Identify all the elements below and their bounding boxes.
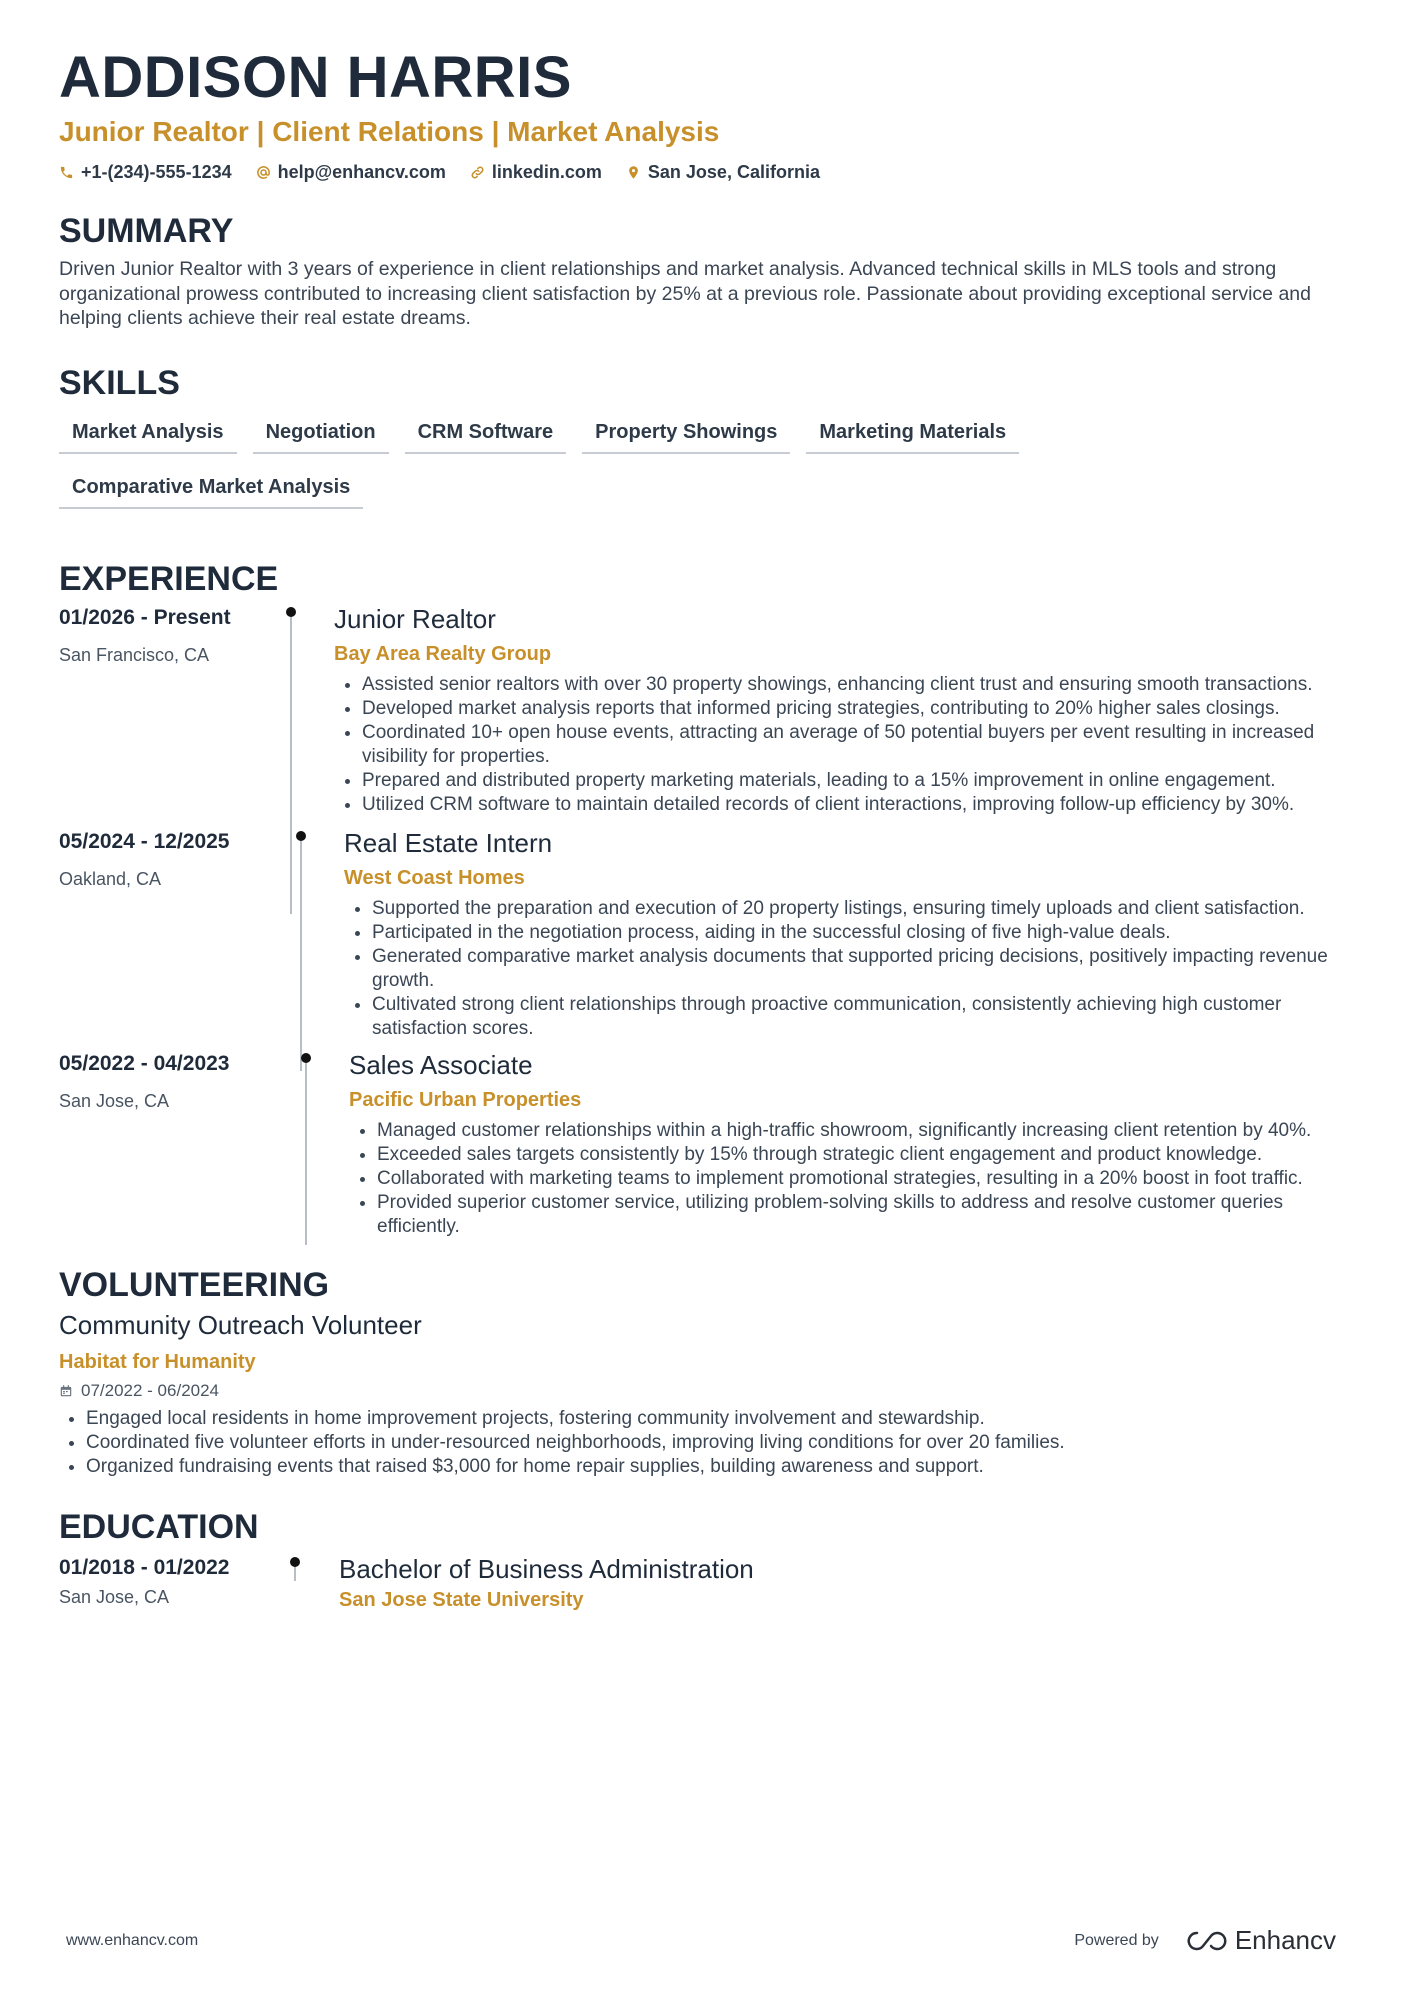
footer [66, 1925, 1336, 1956]
degree-title: Bachelor of Business Administration [339, 1553, 754, 1584]
resume-page [59, 46, 1359, 1613]
timeline-dot [301, 1053, 311, 1063]
job-details [344, 825, 1359, 1041]
job-bullet: • Cultivated strong client relationships through proactive communication, consistently achieving high customer satisfaction scores. [372, 993, 1359, 1041]
skill-tag: Negotiation [253, 411, 389, 454]
contact-email[interactable] [256, 162, 446, 183]
calendar-icon [59, 1384, 73, 1398]
enhancv-logo[interactable] [1183, 1925, 1336, 1956]
contact-phone[interactable] [59, 162, 232, 183]
volunteer-dates [59, 1381, 1359, 1401]
timeline-line [305, 1055, 307, 1245]
job-title: Sales Associate [349, 1049, 533, 1080]
job-meta [59, 601, 334, 817]
job-details [334, 601, 1359, 817]
education-dates: 01/2018 - 01/2022 [59, 1555, 230, 1579]
job-dates: 01/2026 - Present [59, 605, 231, 629]
job-bullet: • Managed customer relationships within a high-traffic showroom, significantly increasing client retention by 40%. [377, 1119, 1359, 1143]
job-dates: 05/2022 - 04/2023 [59, 1051, 230, 1075]
job-bullets [349, 1119, 1359, 1239]
job-bullet: • Supported the preparation and execution of 20 property listings, ensuring timely uploads and client satisfaction. [372, 897, 1359, 921]
job-bullet: • Coordinated 10+ open house events, attracting an average of 50 potential buyers per event resulting in increased visibility for properties. [362, 721, 1359, 769]
timeline-line [300, 833, 302, 1071]
location-pin-icon [626, 165, 641, 180]
school-name: San Jose State University [339, 1588, 584, 1611]
job-details [349, 1047, 1359, 1239]
summary-text: Driven Junior Realtor with 3 years of experience in client relationships and market analysis. Advanced technical skills in MLS tools and strong organizational prowess contributed to increasing client satisfaction by 25% at a previous role. Passionate about providing exceptional service and helping clients achieve their real estate dreams. [59, 258, 1311, 329]
company-name: Pacific Urban Properties [349, 1088, 582, 1111]
volunteering-section [59, 1265, 1359, 1479]
job-bullet: • Collaborated with marketing teams to implement promotional strategies, resulting in a 20% boost in foot traffic. [377, 1167, 1359, 1191]
skill-tag: CRM Software [405, 411, 567, 454]
footer-website[interactable]: www.enhancv.com [66, 1931, 199, 1949]
phone-icon [59, 165, 74, 180]
job-bullets [334, 673, 1359, 817]
linkedin-text: linkedin.com [491, 162, 602, 182]
job-location: Oakland, CA [59, 868, 162, 889]
company-name: West Coast Homes [344, 866, 525, 889]
job-bullet: • Exceeded sales targets consistently by 15% through strategic client engagement and product knowledge. [377, 1143, 1359, 1167]
job-location: San Jose, CA [59, 1090, 170, 1111]
job-bullet: • Generated comparative market analysis documents that supported pricing decisions, positively impacting revenue growth. [372, 945, 1359, 993]
job-bullet: • Developed market analysis reports that informed pricing strategies, contributing to 20% higher sales closings. [362, 697, 1359, 721]
timeline-line [294, 1559, 296, 1581]
job-dates: 05/2024 - 12/2025 [59, 829, 230, 853]
timeline-dot [296, 831, 306, 841]
section-title: EXPERIENCE [59, 559, 279, 598]
footer-brand [1074, 1925, 1336, 1956]
contact-linkedin[interactable] [470, 162, 602, 183]
skills-section [59, 363, 1359, 521]
volunteer-organization: Habitat for Humanity [59, 1350, 256, 1373]
section-title: SKILLS [59, 363, 180, 402]
volunteer-bullet: • Organized fundraising events that raised $3,000 for home repair supplies, building awareness and support. [86, 1455, 1359, 1479]
job-entry [59, 1047, 1359, 1239]
headline: Junior Realtor | Client Relations | Market Analysis [59, 116, 720, 147]
job-bullet: • Provided superior customer service, utilizing problem-solving skills to address and resolve customer queries efficiently. [377, 1191, 1359, 1239]
location-text: San Jose, California [647, 162, 820, 182]
timeline-dot [290, 1557, 300, 1567]
contact-location [626, 162, 820, 183]
phone-text: +1-(234)-555-1234 [81, 162, 232, 182]
education-entry [59, 1551, 1359, 1613]
job-title: Junior Realtor [334, 603, 496, 634]
education-details [339, 1551, 1359, 1613]
education-section [59, 1507, 1359, 1613]
job-bullet: • Utilized CRM software to maintain detailed records of client interactions, improving follow-up efficiency by 30%. [362, 793, 1359, 817]
enhancv-logo-icon [1183, 1929, 1227, 1953]
section-title: SUMMARY [59, 212, 234, 250]
job-bullet: • Participated in the negotiation process, aiding in the successful closing of five high-value deals. [372, 921, 1359, 945]
powered-by-label: Powered by [1074, 1931, 1159, 1949]
volunteer-bullet: • Engaged local residents in home improvement projects, fostering community involvement and stewardship. [86, 1407, 1359, 1431]
volunteer-bullet: • Coordinated five volunteer efforts in under-resourced neighborhoods, improving living conditions for over 20 families. [86, 1431, 1359, 1455]
volunteer-dates-text: 07/2022 - 06/2024 [81, 1380, 220, 1400]
skill-tag: Property Showings [582, 411, 790, 454]
job-bullets [344, 897, 1359, 1041]
job-location: San Francisco, CA [59, 644, 210, 665]
skill-tag: Market Analysis [59, 411, 237, 454]
at-icon [256, 165, 271, 180]
job-bullet: • Prepared and distributed property marketing materials, leading to a 15% improvement in online engagement. [362, 769, 1359, 793]
section-title: VOLUNTEERING [59, 1265, 330, 1304]
education-location: San Jose, CA [59, 1586, 170, 1607]
candidate-name: ADDISON HARRIS [59, 45, 572, 110]
company-name: Bay Area Realty Group [334, 642, 552, 665]
email-text: help@enhancv.com [277, 162, 446, 182]
timeline-dot [286, 607, 296, 617]
job-entry [59, 825, 1359, 1041]
job-title: Real Estate Intern [344, 827, 553, 858]
contact-bar [59, 162, 1359, 183]
skill-tag: Marketing Materials [806, 411, 1019, 454]
volunteer-role: Community Outreach Volunteer [59, 1309, 422, 1340]
experience-section [59, 559, 1359, 1239]
job-entry [59, 601, 1359, 817]
skill-tag: Comparative Market Analysis [59, 466, 363, 509]
skill-list [59, 411, 1259, 521]
job-bullet: • Assisted senior realtors with over 30 property showings, enhancing client trust and ensuring smooth transactions. [362, 673, 1359, 697]
link-icon [470, 165, 485, 180]
section-title: EDUCATION [59, 1507, 259, 1546]
brand-name: Enhancv [1234, 1925, 1336, 1955]
summary-section [59, 211, 1359, 331]
volunteer-bullets [59, 1407, 1359, 1479]
